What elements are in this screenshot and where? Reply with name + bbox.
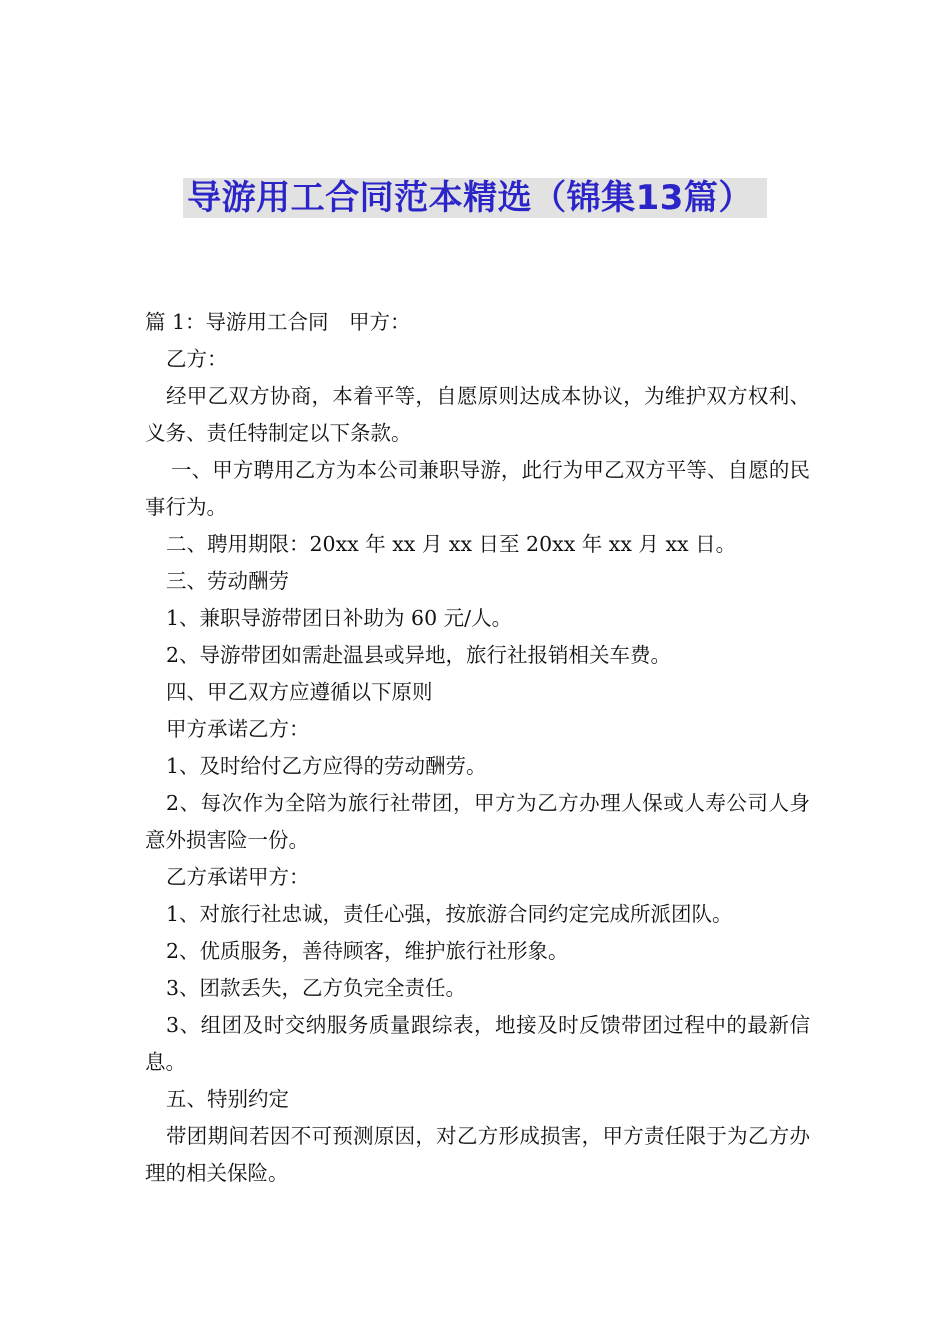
paragraph: 一、甲方聘用乙方为本公司兼职导游，此行为甲乙双方平等、自愿的民事行为。 (145, 458, 810, 519)
document-title: 导游用工合同范本精选（锦集13篇） (183, 178, 767, 218)
paragraph: 乙方承诺甲方： (166, 865, 310, 889)
paragraph: 四、甲乙双方应遵循以下原则 (166, 680, 433, 704)
paragraph: 2、导游带团如需赴温县或异地，旅行社报销相关车费。 (166, 643, 672, 667)
paragraph: 2、优质服务，善待顾客，维护旅行社形象。 (166, 939, 569, 963)
paragraph: 经甲乙双方协商，本着平等，自愿原则达成本协议，为维护双方权利、义务、责任特制定以下条款。 (145, 384, 810, 445)
paragraph: 1、对旅行社忠诚，责任心强，按旅游合同约定完成所派团队。 (166, 902, 733, 926)
paragraph: 乙方： (166, 347, 228, 371)
title-container (0, 178, 950, 218)
paragraph: 1、及时给付乙方应得的劳动酬劳。 (166, 754, 487, 778)
paragraph: 五、特别约定 (166, 1087, 289, 1111)
paragraph: 3、团款丢失，乙方负完全责任。 (166, 976, 467, 1000)
paragraph: 甲方承诺乙方： (166, 717, 310, 741)
paragraph: 二、聘用期限：20xx 年 xx 月 xx 日至 20xx 年 xx 月 xx 日。 (166, 532, 737, 556)
paragraph: 1、兼职导游带团日补助为 60 元/人。 (166, 606, 513, 630)
document-body (145, 304, 810, 1192)
paragraph: 3、组团及时交纳服务质量跟综表，地接及时反馈带团过程中的最新信息。 (145, 1013, 810, 1074)
paragraph: 篇 1：导游用工合同 甲方： (145, 310, 411, 334)
paragraph: 2、每次作为全陪为旅行社带团，甲方为乙方办理人保或人寿公司人身意外损害险一份。 (145, 791, 810, 852)
paragraph: 三、劳动酬劳 (166, 569, 289, 593)
paragraph: 带团期间若因不可预测原因，对乙方形成损害，甲方责任限于为乙方办理的相关保险。 (145, 1124, 810, 1185)
